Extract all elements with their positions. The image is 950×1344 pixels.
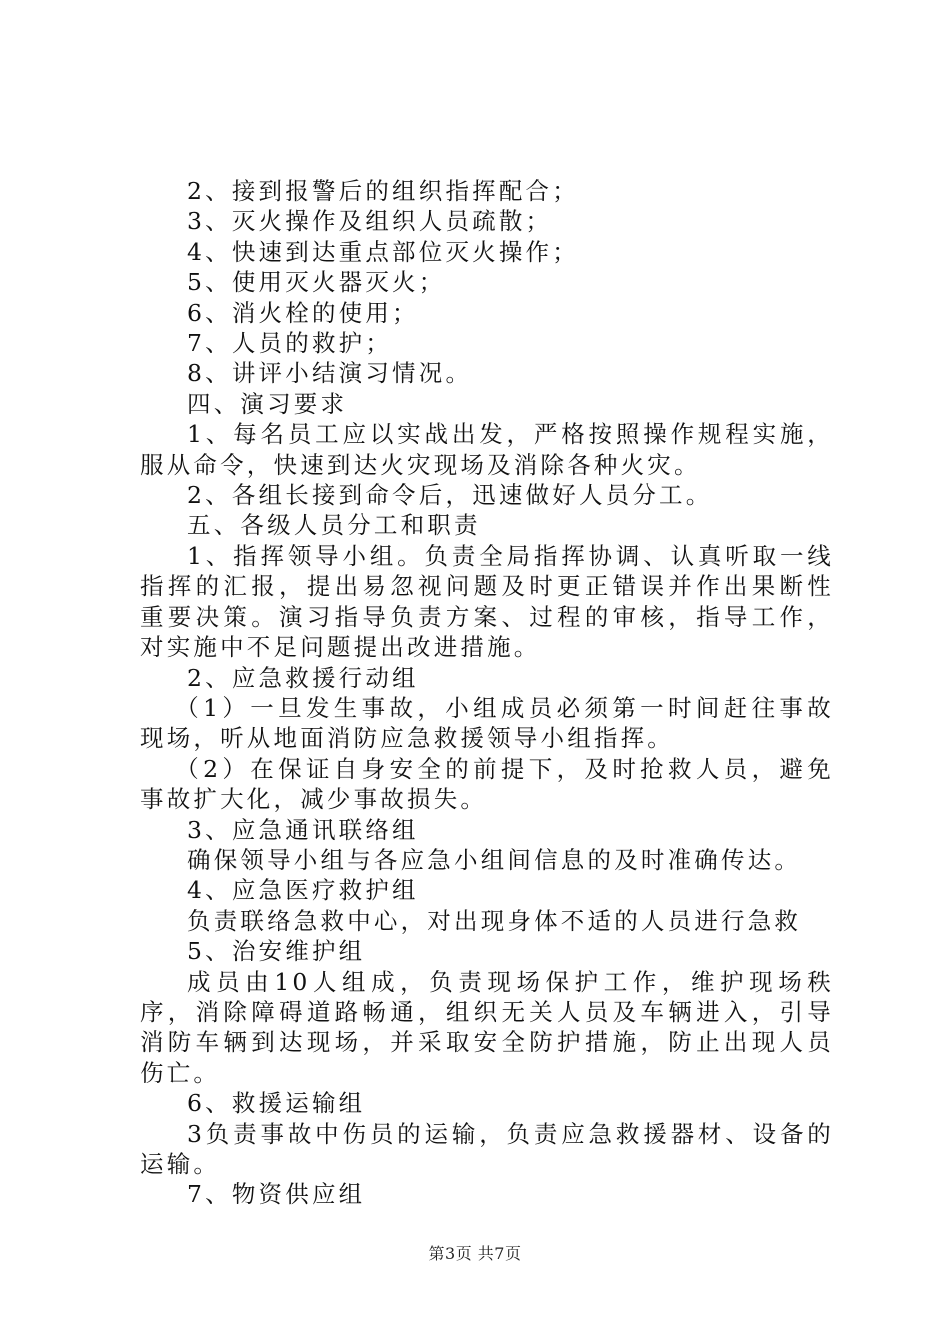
paragraph: 1、指挥领导小组。负责全局指挥协调、认真听取一线指挥的汇报，提出易忽视问题及时更正错误并作出果断性重要决策。演习指导负责方案、过程的审核，指导工作，对实施中不足问题提出改进措施。 (140, 541, 834, 662)
text-line: 4、快速到达重点部位灭火操作； (187, 237, 579, 266)
text-line: 6、消火栓的使用； (187, 298, 419, 327)
paragraph: （2）在保证自身安全的前提下，及时抢救人员，避免事故扩大化，减少事故损失。 (140, 754, 834, 814)
text-line: 8、讲评小结演习情况。 (187, 359, 473, 388)
text-line: 负责联络急救中心，对出现身体不适的人员进行急救 (187, 906, 802, 935)
text-line: 5、使用灭火器灭火； (187, 268, 446, 297)
text-line: 2、接到报警后的组织指挥配合； (187, 177, 579, 205)
text-line: 7、人员的救护； (187, 329, 393, 358)
text-line: 确保领导小组与各应急小组间信息的及时准确传达。 (187, 845, 802, 874)
subsection-heading: 5、治安维护组 (187, 937, 366, 966)
text-line: 2、各组长接到命令后，迅速做好人员分工。 (187, 481, 713, 510)
subsection-heading: 4、应急医疗救护组 (187, 876, 419, 905)
page-number: 第3页 共7页 (428, 1244, 522, 1263)
paragraph: 成员由10人组成，负责现场保护工作，维护现场秩序，消除障碍道路畅通，组织无关人员及车辆进入，引导消防车辆到达现场，并采取安全防护措施，防止出现人员伤亡。 (140, 967, 834, 1087)
subsection-heading: 6、救援运输组 (187, 1089, 366, 1118)
section-heading: 五、各级人员分工和职责 (187, 511, 481, 540)
paragraph: 3负责事故中伤员的运输，负责应急救援器材、设备的运输。 (140, 1119, 834, 1178)
paragraph: 1、每名员工应以实战出发，严格按照操作规程实施，服从命令，快速到达火灾现场及消除各种火灾。 (140, 420, 834, 479)
document-body (140, 176, 834, 1210)
subsection-heading: 2、应急救援行动组 (187, 663, 419, 692)
paragraph: （1）一旦发生事故，小组成员必须第一时间赶往事故现场，听从地面消防应急救援领导小组指挥。 (140, 693, 834, 753)
subsection-heading: 3、应急通讯联络组 (187, 815, 419, 844)
text-line: 3、灭火操作及组织人员疏散； (187, 207, 553, 236)
section-heading: 四、演习要求 (187, 389, 348, 418)
subsection-heading: 7、物资供应组 (187, 1180, 366, 1209)
